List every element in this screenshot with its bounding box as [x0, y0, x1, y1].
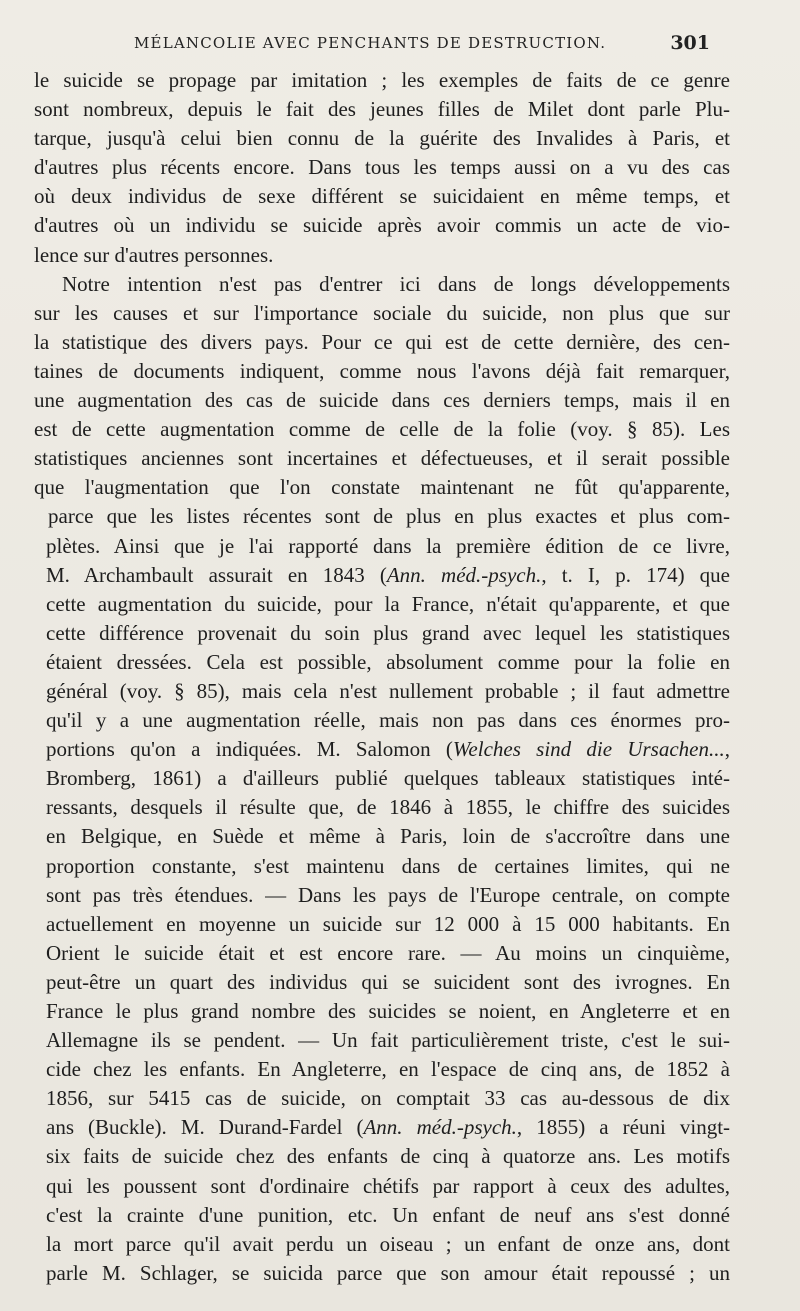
citation-suffix: ,	[724, 737, 730, 762]
citation-suffix: , t. I, p. 174) que	[541, 562, 730, 587]
text-line: d'autres plus récents encore. Dans tous les temps aussi on a vu des cas	[34, 155, 730, 180]
citation-suffix: , 1855) a réuni vingt-	[516, 1115, 731, 1140]
text-line: taines de documents indiquent, comme nous l'avons déjà fait remarquer,	[34, 358, 730, 383]
text-line-citation	[34, 561, 730, 590]
running-title: MÉLANCOLIE AVEC PENCHANTS DE DESTRUCTION.	[134, 34, 607, 52]
text-line: étaient dressées. Cela est possible, absolument comme pour la folie en	[46, 649, 730, 674]
text-line: plètes. Ainsi que je l'ai rapporté dans la première édition de ce livre,	[46, 533, 730, 558]
text-line: d'autres où un individu se suicide après avoir commis un acte de vio-	[34, 213, 730, 238]
text-line: sont pas très étendues. — Dans les pays de l'Europe centrale, on compte	[46, 882, 730, 907]
text-line: qu'il y a une augmentation réelle, mais non pas dans ces énormes pro-	[46, 708, 730, 733]
text-line: Bromberg, 1861) a d'ailleurs publié quelques tableaux statistiques inté-	[46, 766, 730, 791]
text-line: sur les causes et sur l'importance sociale du suicide, non plus que sur	[34, 300, 730, 325]
text-line: Notre intention n'est pas d'entrer ici dans de longs développements	[62, 271, 730, 296]
text-line: sont nombreux, depuis le fait des jeunes filles de Milet dont parle Plu-	[34, 97, 730, 122]
text-line: proportion constante, s'est maintenu dans de certaines limites, qui ne	[46, 853, 730, 878]
text-line: Orient le suicide était et est encore rare. — Au moins un cinquième,	[46, 940, 730, 965]
citation-journal: Ann. méd.-psych.	[386, 562, 542, 587]
text-line-citation	[34, 1113, 730, 1142]
citation-prefix: M. Archambault assurait en 1843 (	[46, 562, 387, 587]
paragraph-2	[34, 270, 730, 1288]
text-line: actuellement en moyenne un suicide sur 12 000 à 15 000 habitants. En	[46, 911, 730, 936]
text-line: c'est la crainte d'une punition, etc. Un enfant de neuf ans s'est donné	[46, 1202, 730, 1227]
text-line: ressants, desquels il résulte que, de 1846 à 1855, le chiffre des suicides	[46, 795, 730, 820]
text-line: cette augmentation du suicide, pour la France, n'était qu'apparente, et que	[46, 591, 730, 616]
text-line: que l'augmentation que l'on constate maintenant ne fût qu'apparente,	[34, 475, 730, 500]
body-text	[34, 66, 730, 1288]
text-line: le suicide se propage par imitation ; les exemples de faits de ce genre	[34, 68, 730, 92]
text-line: est de cette augmentation comme de celle de la folie (voy. § 85). Les	[34, 417, 730, 442]
page-number: 301	[670, 32, 710, 54]
text-line: la mort parce qu'il avait perdu un oiseau ; un enfant de onze ans, dont	[46, 1231, 730, 1256]
text-line: une augmentation des cas de suicide dans ces derniers temps, mais il en	[34, 388, 730, 413]
text-line: cette différence provenait du soin plus grand avec lequel les statistiques	[46, 620, 730, 645]
text-line: lence sur d'autres personnes.	[34, 242, 274, 267]
text-line: parle M. Schlager, se suicida parce que son amour était repoussé ; un	[46, 1260, 730, 1285]
text-line: en Belgique, en Suède et même à Paris, loin de s'accroître dans une	[46, 824, 730, 849]
text-line: cide chez les enfants. En Angleterre, en l'espace de cinq ans, de 1852 à	[46, 1057, 730, 1082]
running-header	[34, 32, 710, 62]
text-line: où deux individus de sexe différent se suicidaient en même temps, et	[34, 184, 730, 209]
text-line: tarque, jusqu'à celui bien connu de la guérite des Invalides à Paris, et	[34, 126, 730, 151]
text-line-citation	[34, 735, 730, 764]
text-line: qui les poussent sont d'ordinaire chétifs par rapport à ceux des adultes,	[46, 1173, 730, 1198]
text-line: Allemagne ils se pendent. — Un fait particulièrement triste, c'est le sui-	[46, 1028, 730, 1053]
paragraph-1	[34, 66, 730, 270]
citation-journal: Ann. méd.-psych.	[363, 1115, 517, 1140]
citation-title: Welches sind die Ursachen...	[452, 737, 725, 762]
text-line: 1856, sur 5415 cas de suicide, on comptait 33 cas au-dessous de dix	[46, 1086, 730, 1111]
text-line: général (voy. § 85), mais cela n'est nullement probable ; il faut admettre	[46, 678, 730, 703]
text-line: la statistique des divers pays. Pour ce qui est de cette dernière, des cen-	[34, 329, 730, 354]
text-line: six faits de suicide chez des enfants de cinq à quatorze ans. Les motifs	[46, 1144, 730, 1169]
text-line: statistiques anciennes sont incertaines et défectueuses, et il serait possible	[34, 446, 730, 471]
citation-prefix: ans (Buckle). M. Durand-Fardel (	[46, 1115, 364, 1140]
citation-prefix: portions qu'on a indiquées. M. Salomon (	[46, 737, 453, 762]
text-line: peut-être un quart des individus qui se suicident sont des ivrognes. En	[46, 969, 730, 994]
text-line: France le plus grand nombre des suicides se noient, en Angleterre et en	[46, 999, 730, 1023]
text-line: parce que les listes récentes sont de plus en plus exactes et plus com-	[48, 504, 730, 529]
